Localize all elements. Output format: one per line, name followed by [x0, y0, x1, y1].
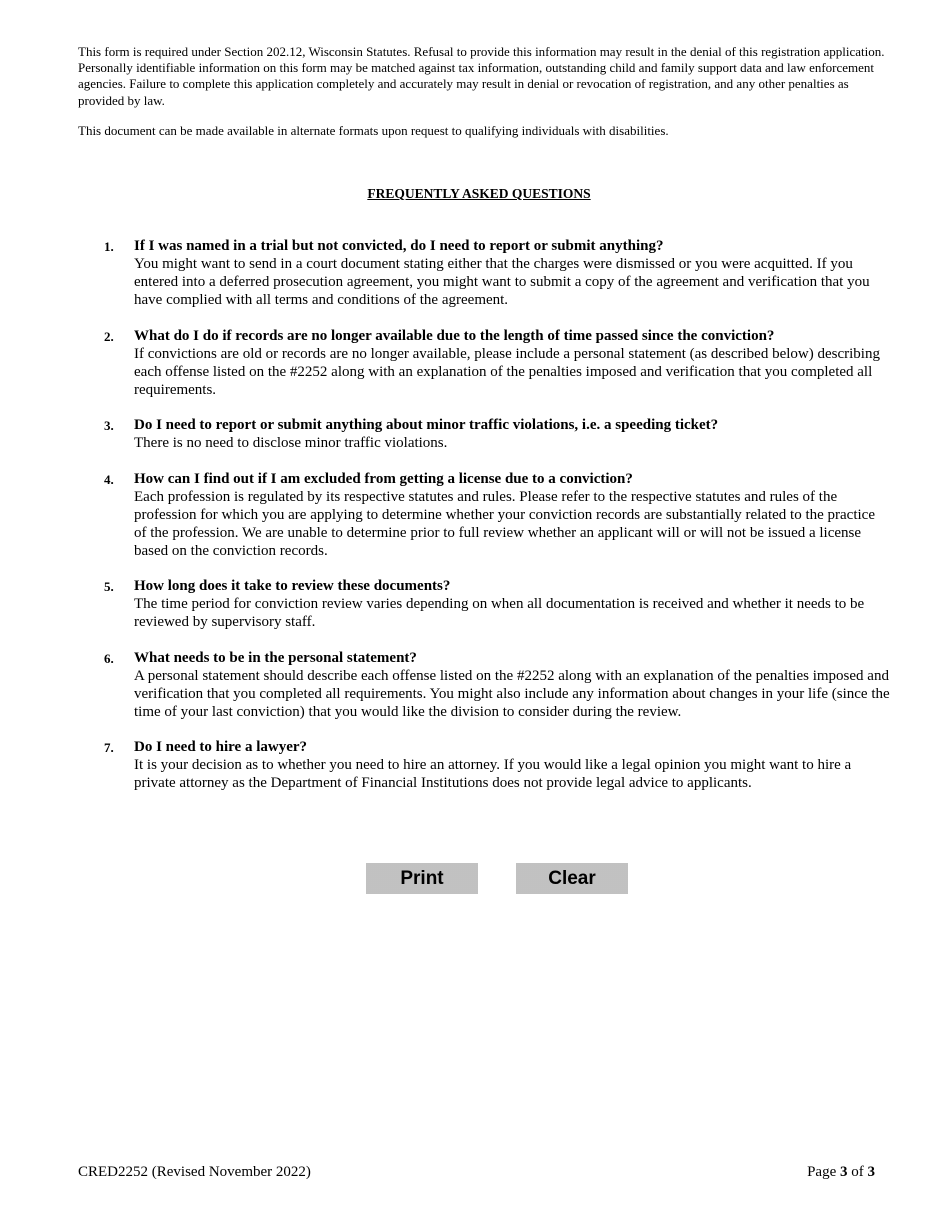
faq-item-number: 4.: [104, 471, 114, 487]
faq-item: [104, 470, 890, 560]
form-revision-label: CRED2252 (Revised November 2022): [78, 1164, 311, 1180]
print-button[interactable]: Print: [366, 863, 478, 894]
faq-answer: The time period for conviction review varies depending on when all documentation is received and whether it needs to be reviewed by supervisory staff.: [134, 596, 865, 630]
faq-question: Do I need to report or submit anything about minor traffic violations, i.e. a speeding ticket?: [134, 417, 719, 433]
faq-item-number: 1.: [104, 239, 114, 254]
faq-item: [104, 416, 890, 452]
faq-item: [104, 649, 890, 721]
faq-item-number: 5.: [104, 579, 114, 594]
faq-answer: If convictions are old or records are no longer available, please include a personal statement (as described below) describing each offense listed on the #2252 along with an explanation of the penalties imposed and verification that you completed all requirements.: [134, 345, 880, 398]
page-prefix: Page: [807, 1164, 837, 1180]
faq-item-number: 2.: [104, 328, 114, 344]
faq-item: [104, 237, 890, 309]
faq-question: How long does it take to review these documents?: [134, 578, 451, 594]
faq-answer: There is no need to disclose minor traffic violations.: [134, 435, 448, 451]
faq-heading: FREQUENTLY ASKED QUESTIONS: [367, 186, 591, 201]
accessibility-notice-paragraph: This document can be made available in alternate formats upon request to qualifying individuals with disabilities.: [78, 122, 669, 138]
faq-item: [104, 327, 890, 399]
faq-item: [104, 577, 890, 631]
faq-question: What do I do if records are no longer available due to the length of time passed since the conviction?: [134, 327, 775, 344]
faq-answer: Each profession is regulated by its respective statutes and rules. Please refer to the respective statutes and rules of the profession for which you are applying to determine whether your conviction records are substantially related to the practice of the profession. We are unable to determine prior to full review whether an applicant will or will not be issued a license based on the conviction records.: [134, 488, 875, 559]
faq-item: [104, 738, 890, 792]
faq-question: Do I need to hire a lawyer?: [134, 739, 308, 755]
faq-item-number: 3.: [104, 418, 114, 433]
faq-question: What needs to be in the personal statement?: [134, 649, 417, 666]
faq-answer: A personal statement should describe each offense listed on the #2252 along with an explanation of the penalties imposed and verification that you completed all requirements. You might also include any information about changes in your life (since the time of your last conviction) that you would like the division to consider during the review.: [134, 667, 890, 720]
page-total: 3: [867, 1164, 875, 1180]
privacy-notice-paragraph: This form is required under Section 202.12, Wisconsin Statutes. Refusal to provide this information may result in the denial of this registration application. Personally identifiable information on this form may be matched against tax information, outstanding child and family support data and law enforcement agencies. Failure to complete this application completely and accurately may result in denial or revocation of registration, and any other penalties as provided by law.: [78, 44, 885, 108]
clear-button[interactable]: Clear: [516, 863, 628, 894]
faq-answer: You might want to send in a court document stating either that the charges were dismissed or you were acquitted. If you entered into a deferred prosecution agreement, you might want to submit a copy of the agreement and verification that you have complied with all terms and conditions of the agreement.: [134, 256, 870, 308]
faq-item-number: 6.: [104, 650, 114, 666]
faq-item-number: 7.: [104, 740, 114, 755]
page-current: 3: [840, 1164, 848, 1180]
page-of: of: [851, 1164, 864, 1180]
faq-question: How can I find out if I am excluded from getting a license due to a conviction?: [134, 470, 633, 487]
privacy-notice: [78, 44, 886, 139]
faq-answer: It is your decision as to whether you need to hire an attorney. If you would like a legal opinion you might want to hire a private attorney as the Department of Financial Institutions does not provide legal advice to applicants.: [134, 757, 852, 791]
faq-list: [104, 237, 890, 810]
faq-question: If I was named in a trial but not convicted, do I need to report or submit anything?: [134, 238, 664, 254]
page-number: [807, 1164, 875, 1181]
